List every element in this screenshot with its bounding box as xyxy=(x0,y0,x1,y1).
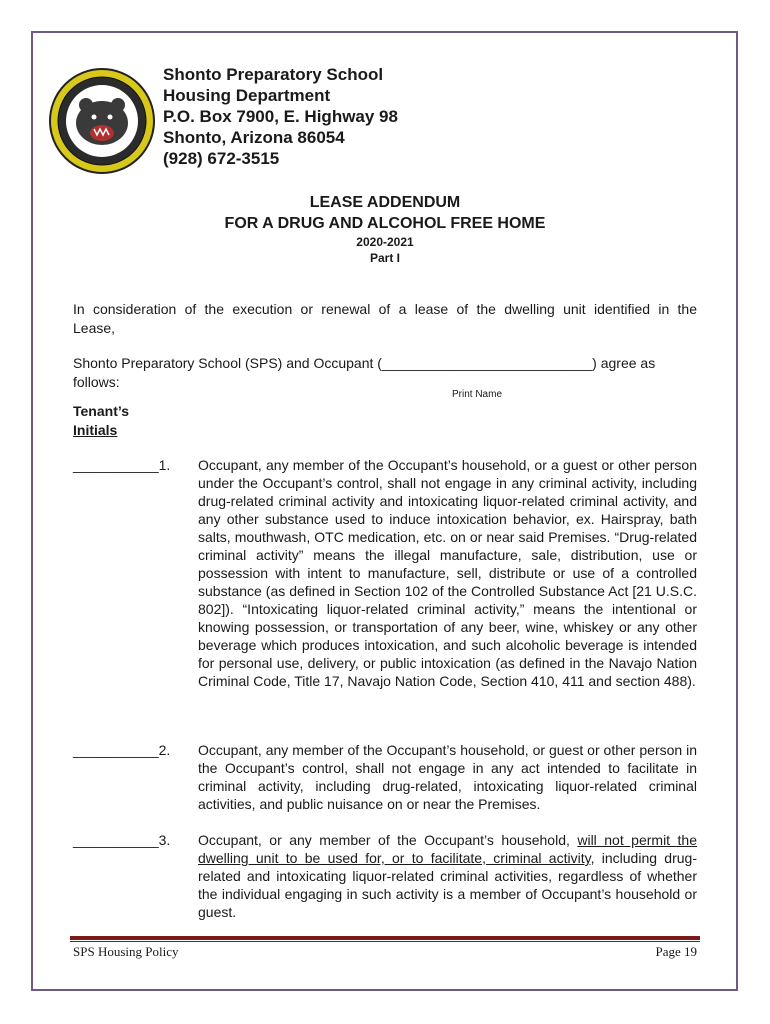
intro-line-1-end: Lease, xyxy=(73,320,116,336)
intro-word: the xyxy=(204,301,225,317)
phone-number: (928) 672-3515 xyxy=(163,149,280,168)
intro-word: in xyxy=(658,301,670,317)
clause-2-text: Occupant, any member of the Occupant’s household, or guest or other person in the Occupant’s control, shall not engage in any act intended to facilitate in criminal activity, including drug-related, intoxicating liquor-related criminal activities, and public nuisance on or near the Premises. xyxy=(198,742,697,812)
city-line: Shonto, Arizona 86054 xyxy=(163,128,345,147)
intro-word: unit xyxy=(563,301,586,317)
footer-divider-thin xyxy=(70,941,700,942)
agreement-line-end: follows: xyxy=(73,374,120,390)
clause-3 xyxy=(73,831,697,921)
initials-blank-2[interactable]: ___________2. xyxy=(73,742,171,758)
school-year: 2020-2021 xyxy=(356,235,414,249)
agreement-paragraph xyxy=(73,354,697,392)
agreement-line xyxy=(73,354,697,373)
org-name: Shonto Preparatory School xyxy=(163,65,384,84)
department-name: Housing Department xyxy=(163,86,331,105)
clause-1 xyxy=(73,456,697,690)
intro-word: a xyxy=(398,301,407,317)
clause-3-text xyxy=(198,831,697,921)
document-part: Part I xyxy=(369,251,400,265)
intro-line-1 xyxy=(73,300,697,319)
intro-word: renewal xyxy=(321,301,371,317)
intro-word: or xyxy=(300,301,313,317)
agreement-text: Shonto Preparatory School (SPS) and Occupant (___________________________) agree as xyxy=(73,355,656,371)
intro-word: dwelling xyxy=(504,301,555,317)
address-line: P.O. Box 7900, E. Highway 98 xyxy=(163,107,398,126)
intro-word: In xyxy=(73,301,85,317)
intro-paragraph xyxy=(73,300,697,338)
clause-3-text-b: , including drug-related and intoxicating liquor-related criminal activities, regardless of whether the individual engaging in such activity is a member of Occupant’s household or guest. xyxy=(198,850,697,920)
initials-blank-1[interactable]: ___________1. xyxy=(73,457,171,473)
intro-word: lease xyxy=(414,301,449,317)
clause-1-text: Occupant, any member of the Occupant’s household, or a guest or other person under the Occupant’s control, shall not engage in any criminal activity, including drug-related criminal activity and intoxicating liquor-related criminal activity, and any other substance used to induce intoxication behavior, ex. Hairspray, bath salts, mouthwash, OTC medication, etc. on or near said Premises. “Drug-related criminal activity” means the illegal manufacture, sale, distribution, use or possession with intent to manufacture, sell, distribute or use of a controlled substance (as defined in Section 102 of the Controlled Substance Act [21 U.S.C. 802]). “Intoxicating liquor-related criminal activity,” means the intentional or knowing possession, or transportation of any beer, wine, whiskey or any other beverage which produces intoxication, and such alcoholic beverage is intended for personal use, delivery, or public intoxication (as defined in the Navajo Nation Criminal Code, Title 17, Navajo Nation Code, Section 410, 411 and section 488). xyxy=(198,457,697,689)
document-subtitle: FOR A DRUG AND ALCOHOL FREE HOME xyxy=(224,215,546,232)
intro-word: of xyxy=(456,301,469,317)
footer-divider xyxy=(70,936,700,940)
clause-3-underlined: will not permit the dwelling unit to be used for, or to facilitate, criminal activity xyxy=(198,832,698,866)
clause-3-text-a: Occupant, or any member of the Occupant’s household, xyxy=(198,832,578,848)
initials-blank-3[interactable]: ___________3. xyxy=(73,832,171,848)
tenant-label: Tenant’s xyxy=(73,403,130,419)
letterhead xyxy=(163,64,398,169)
intro-word: of xyxy=(184,301,197,317)
document-title: LEASE ADDENDUM xyxy=(309,194,461,211)
intro-word: consideration xyxy=(92,301,177,317)
intro-word: of xyxy=(378,301,391,317)
clause-2 xyxy=(73,741,697,813)
footer-policy-name: SPS Housing Policy xyxy=(73,944,179,959)
intro-word: the xyxy=(476,301,496,317)
school-seal-logo xyxy=(48,67,156,175)
page-number: Page 19 xyxy=(655,944,697,959)
initials-label: Initials xyxy=(73,422,118,438)
tenant-initials-heading xyxy=(73,402,129,440)
intro-word: identified xyxy=(593,301,651,317)
intro-word: the xyxy=(677,301,697,317)
intro-word: execution xyxy=(232,301,293,317)
print-name-label: Print Name xyxy=(452,389,503,400)
